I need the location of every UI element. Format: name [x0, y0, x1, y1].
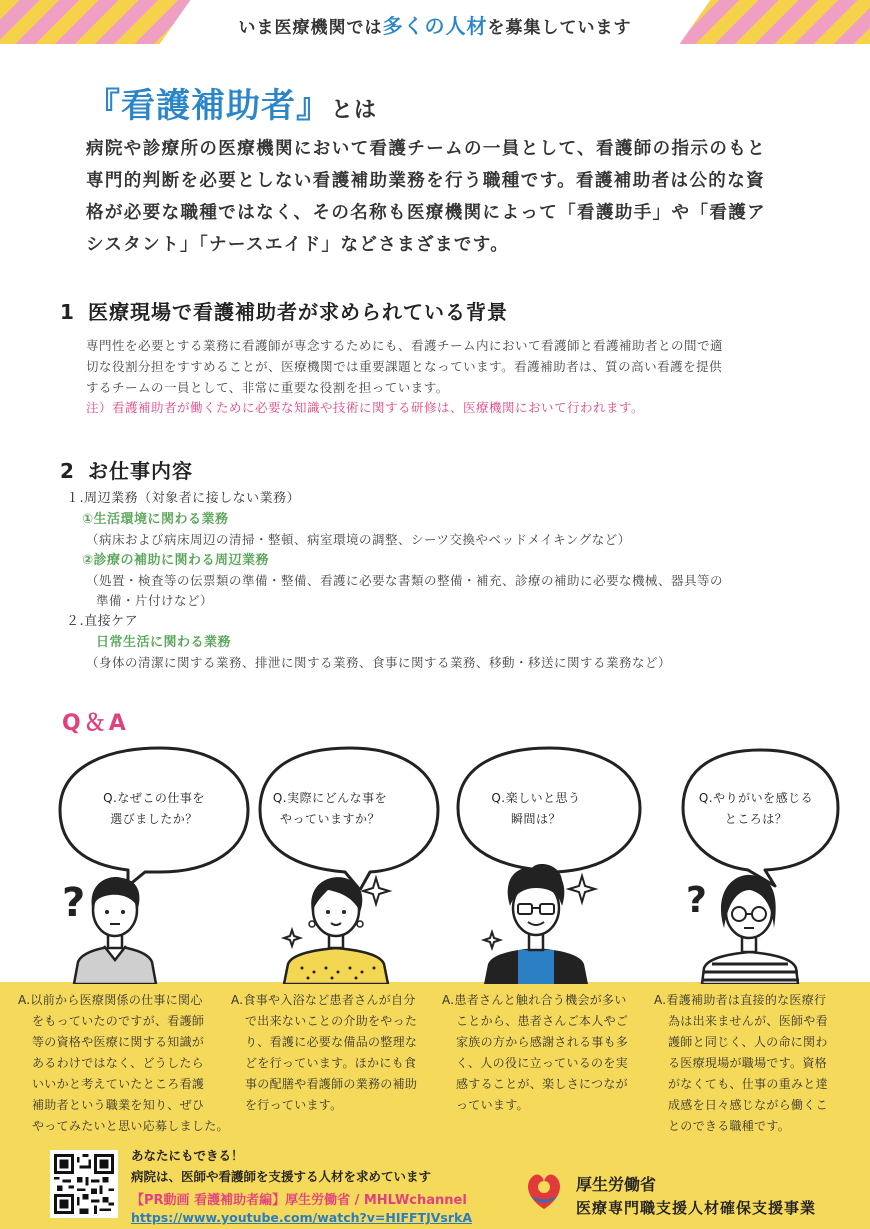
section1-note: 注）看護補助者が働くために必要な知識や技術に関する研修は、医療機関において行われます。 [86, 400, 645, 415]
job-medical-support-detail: 準備・片付けなど） [96, 593, 214, 608]
intro-paragraph [86, 133, 806, 261]
footer-tagline: あなたにもできる！ [131, 1148, 244, 1163]
sparkle-icon [569, 876, 595, 902]
question-3 [442, 788, 630, 830]
job-medical-support: ②診療の補助に関わる周辺業務 [82, 553, 270, 568]
sparkle-icon [484, 932, 500, 948]
answer-2-line: を行っています。 [245, 1098, 343, 1112]
footer-video-link[interactable]: https://www.youtube.com/watch?v=HIFFTJVsrkA [131, 1210, 473, 1225]
question-4 [662, 788, 850, 830]
job-living-environment: ①生活環境に関わる業務 [82, 512, 229, 527]
answer-4-line: 成感を日々感じながら働くこ [668, 1098, 828, 1112]
answer-2-line: どを行っています。ほかにも食 [245, 1056, 417, 1070]
question-3-line: 瞬間は？ [510, 812, 561, 826]
question-2-line: やっていますか？ [279, 812, 380, 826]
sparkle-icon [284, 930, 300, 946]
header-text-post: を募集しています [487, 18, 632, 38]
answer-4-line: 為は出来ませんが、医師や看 [668, 1014, 828, 1028]
answer-3-line: く、人の役に立っているのを実 [456, 1056, 628, 1070]
answer-3-line: ことから、患者さんご本人やご [456, 1014, 629, 1028]
job-peripheral: １.周辺業務（対象者に接しない業務） [66, 491, 301, 506]
page-title [86, 78, 377, 127]
answer-2-line: で出来ないことの介助をやった [245, 1014, 418, 1028]
section1-body [86, 335, 800, 398]
question-mark-icon: ? [62, 880, 86, 926]
question-4-line: Q.やりがいを感じる [698, 791, 814, 805]
answer-2-line: A.食事や入浴など患者さんが自分 [231, 993, 416, 1007]
answer-2-line: 事の配膳や看護師の業務の補助 [245, 1077, 418, 1091]
intro-line: 病院や診療所の医療機関において看護チームの一員として、看護師の指示のもと [86, 139, 767, 159]
section2-heading [60, 455, 195, 484]
person-4-illustration [682, 868, 812, 984]
answer-4-line: 護師と同じく、人の命に関わ [668, 1035, 828, 1049]
job-direct-care: ２.直接ケア [66, 614, 139, 629]
header-text-highlight: 多くの人材 [382, 14, 488, 38]
job-medical-support-detail: （処置・検査等の伝票類の準備・整備、看護に必要な書類の整備・補充、診療の補助に必要な機械、器具等の [86, 573, 724, 588]
answer-4-line: とのできる職種です。 [668, 1119, 791, 1133]
answer-4-line: る医療現場が職場です。資格 [668, 1056, 827, 1070]
question-2-line: Q.実際にどんな事を [272, 791, 388, 805]
section1-line: 専門性を必要とする業務に看護師が専念するためにも、看護チーム内において看護師と看護補助者との間で適 [86, 338, 724, 353]
header-banner [0, 0, 870, 44]
footer-video-title[interactable]: 【PR動画 看護補助者編】厚生労働省 / MHLWchannel [131, 1193, 467, 1208]
qr-code[interactable] [50, 1150, 118, 1218]
answer-1-line: A.以前から医療関係の仕事に関心 [18, 993, 203, 1007]
answer-1-line: あるわけではなく、どうしたら [32, 1056, 204, 1070]
page-title-suffix: とは [331, 98, 378, 123]
section2-title: お仕事内容 [88, 459, 193, 483]
answer-4-line: がなくても、仕事の重みと達 [668, 1077, 828, 1091]
footer-message: 病院は、医師や看護師を支援する人材を求めています [131, 1169, 432, 1184]
intro-line: 格が必要な職種ではなく、その名称も医療機関によって「看護助手」や「看護ア [86, 203, 767, 223]
answer-2 [231, 990, 417, 1116]
section1-heading [60, 296, 510, 325]
answer-1 [18, 990, 229, 1137]
person-1-illustration [60, 868, 170, 984]
header-text-pre: いま医療機関では [238, 18, 383, 38]
job-daily-life-detail: （身体の清潔に関する業務、排泄に関する業務、食事に関する業務、移動・移送に関する業務など） [86, 655, 672, 670]
answer-4 [654, 990, 828, 1137]
section1-line: 切な役割分担をすすめることが、医療機関では重要課題となっています。看護補助者は、質の高い看護を提供 [86, 359, 723, 374]
answer-3-line: 家族の方から感謝される事も多 [456, 1035, 629, 1049]
answer-4-line: A.看護補助者は直接的な医療行 [654, 993, 827, 1007]
intro-line: シスタント」「ナースエイド」などさまざまです。 [86, 235, 510, 255]
answer-1-line: いいかと考えていたところ看護 [32, 1077, 205, 1091]
question-1-line: Q.なぜこの仕事を [103, 791, 205, 805]
header-tagline [0, 10, 870, 39]
job-daily-life: 日常生活に関わる業務 [96, 635, 232, 650]
project-name: 医療専門職支援人材確保支援事業 [576, 1199, 817, 1217]
ministry-logo-icon [520, 1165, 568, 1213]
answer-1-line: 等の資格や医療に関する知識が [32, 1035, 205, 1049]
question-1 [60, 788, 248, 830]
intro-line: 専門的判断を必要としない看護補助業務を行う職種です。看護補助者は公的な資 [86, 171, 765, 191]
answer-1-line: 補助者という職業を知り、ぜひ [32, 1098, 205, 1112]
answer-3-line: っています。 [456, 1098, 529, 1112]
qa-title: Q＆A [62, 711, 129, 736]
section1-title: 医療現場で看護補助者が求められている背景 [88, 300, 508, 324]
answer-3-line: A.患者さんと触れ合う機会が多い [442, 993, 627, 1007]
answer-2-line: り、看護に必要な備品の整理な [245, 1035, 418, 1049]
question-2 [236, 788, 424, 830]
person-3-illustration [478, 856, 608, 984]
job-living-environment-detail: （病床および病床周辺の清掃・整頓、病室環境の調整、シーツ交換やベッドメイキングなど） [86, 532, 631, 547]
page-title-main: 『看護補助者』 [86, 86, 331, 126]
ministry-name: 厚生労働省 [576, 1175, 657, 1194]
answer-1-line: をもっていたのですが、看護師 [32, 1014, 205, 1028]
answer-1-line: やってみたいと思い応募しました。 [32, 1119, 229, 1133]
section2-number: 2 [60, 459, 75, 483]
section1-number: 1 [60, 300, 75, 324]
question-4-line: ところは？ [724, 812, 788, 826]
question-1-line: 選びましたか？ [110, 812, 198, 826]
question-3-line: Q.楽しいと思う [491, 791, 581, 805]
sparkle-icon [363, 878, 389, 904]
section1-line: するチームの一員として、非常に重要な役割を担っています。 [86, 380, 449, 395]
question-mark-icon: ? [686, 880, 707, 921]
qr-code-icon [54, 1154, 114, 1214]
person-2-illustration [280, 868, 400, 984]
answer-3 [442, 990, 628, 1116]
answer-3-line: 感することが、楽しさにつなが [456, 1077, 628, 1091]
